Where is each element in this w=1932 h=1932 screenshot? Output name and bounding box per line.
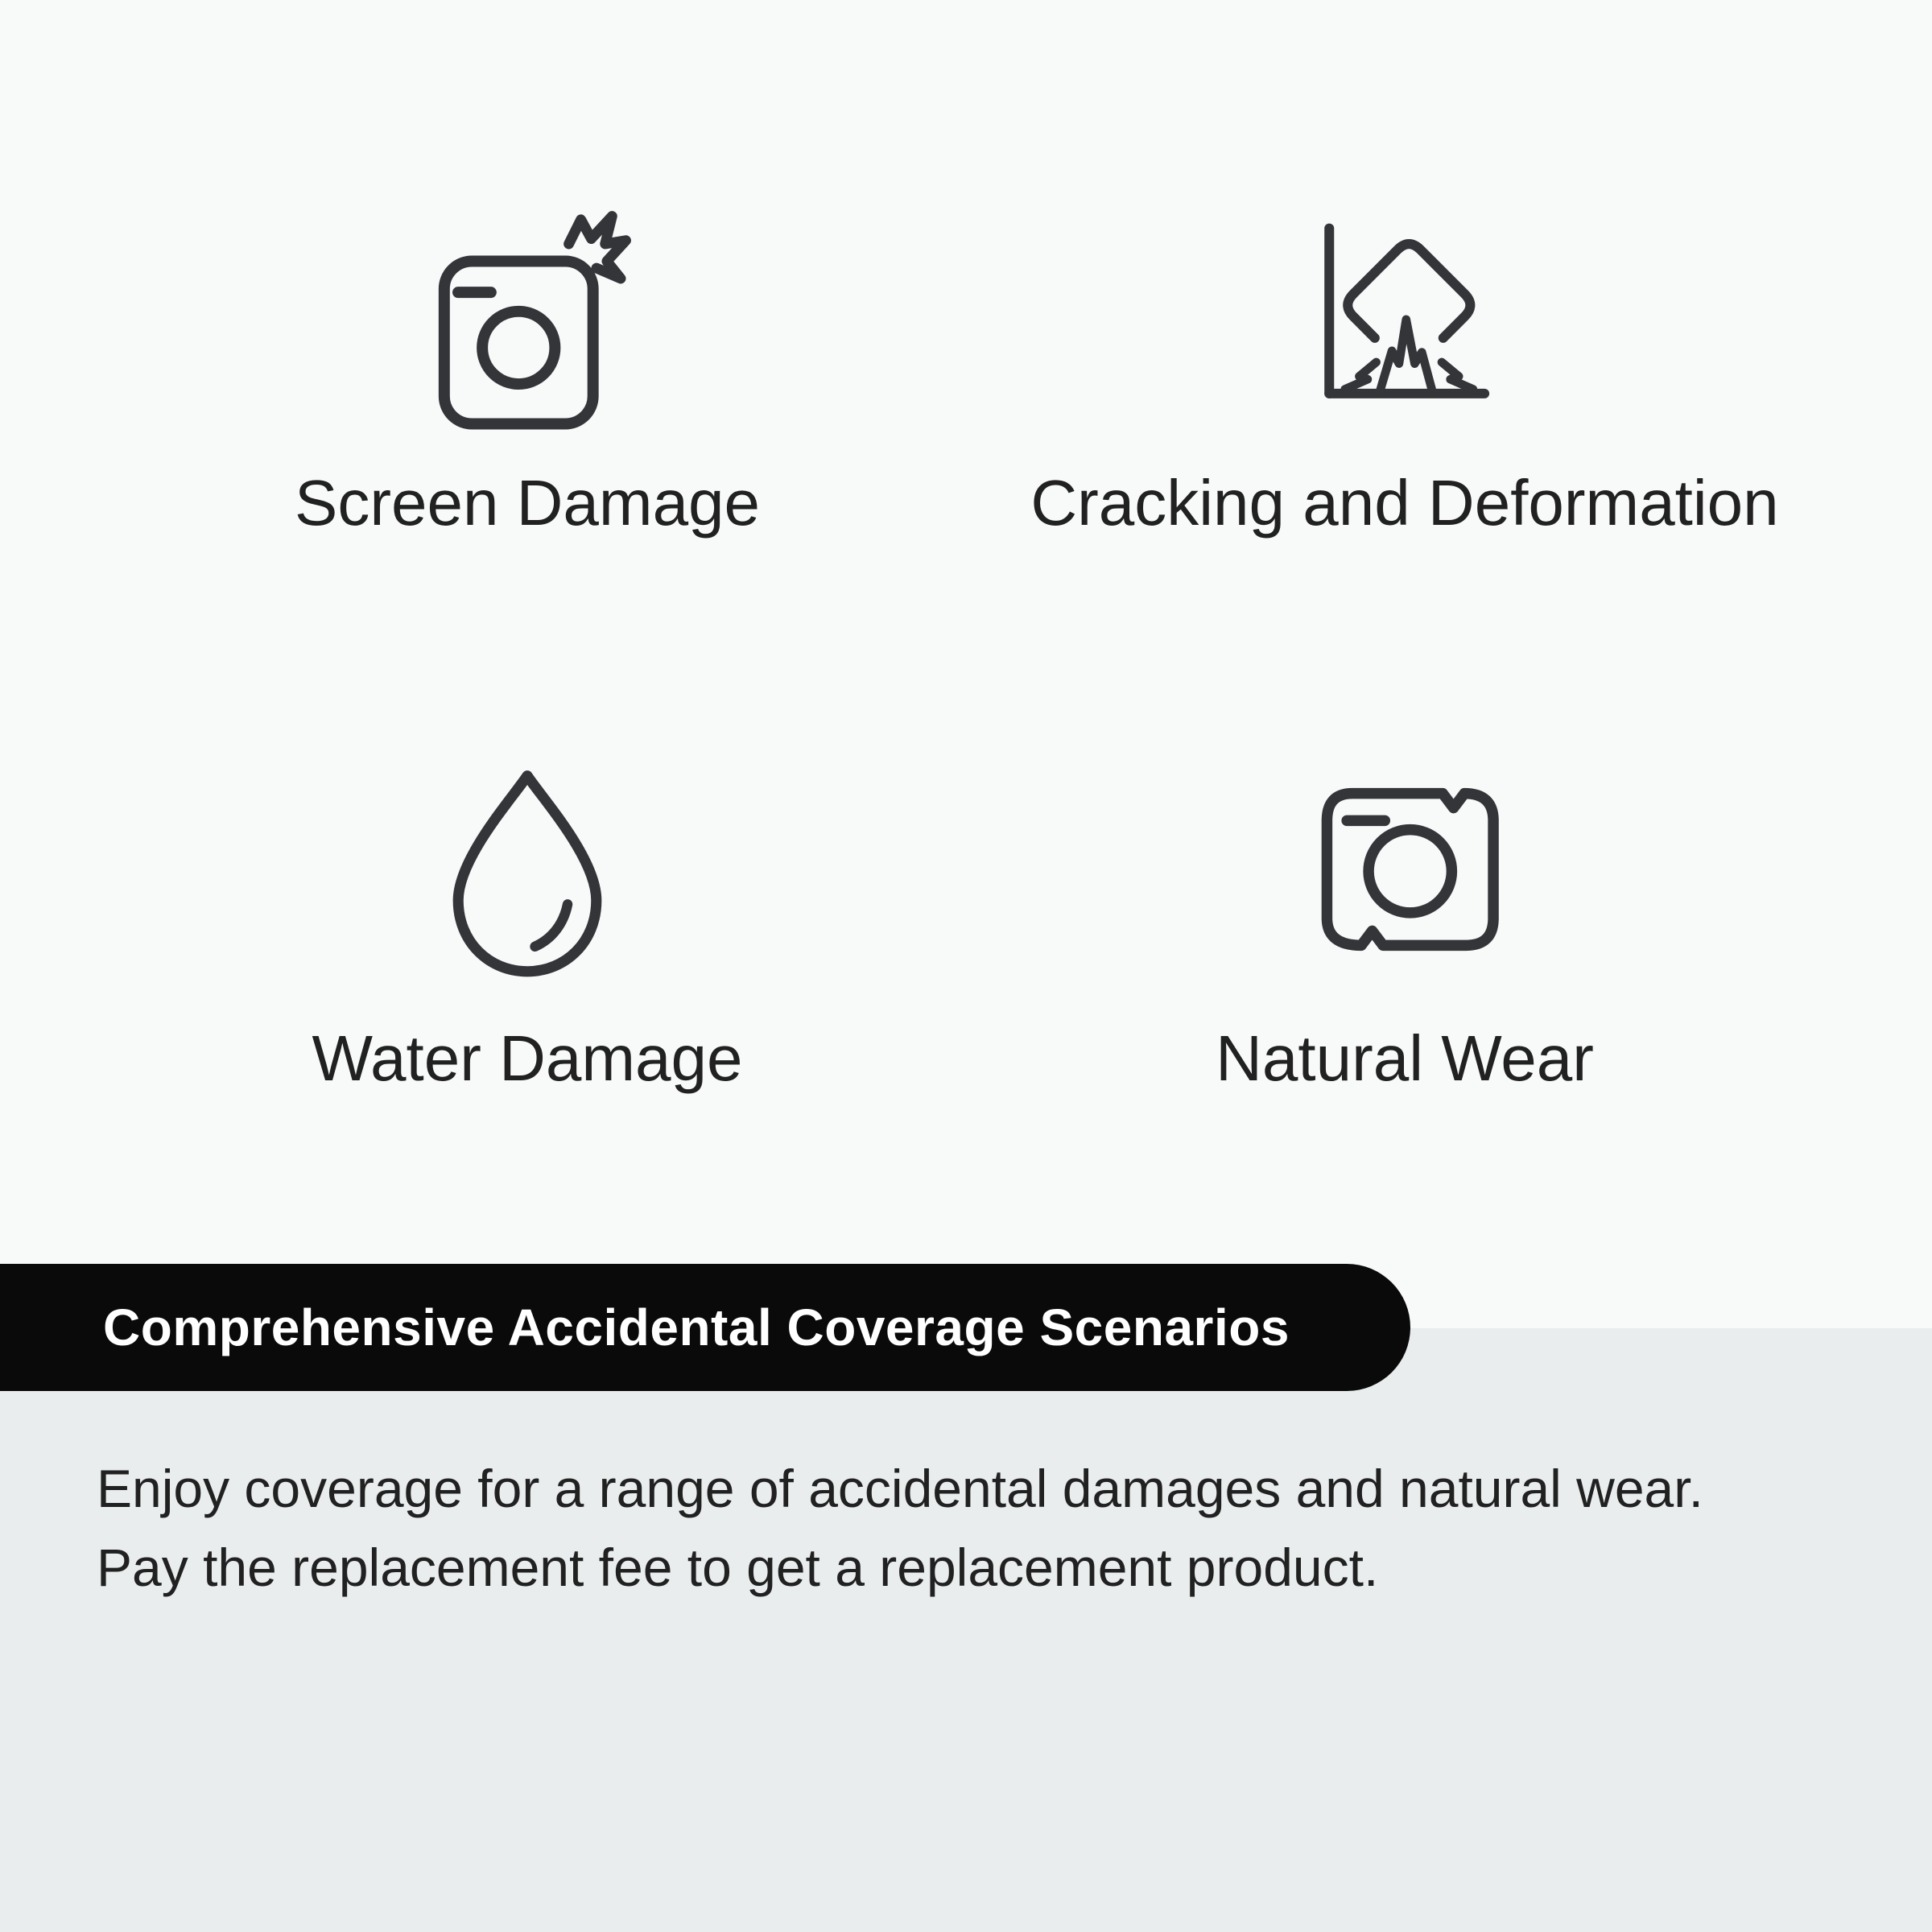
scenario-label: Screen Damage: [294, 467, 761, 539]
scenario-item-screen-damage-label-cell: [89, 431, 966, 576]
natural-wear-icon: [1287, 761, 1522, 978]
banner-title: Comprehensive Accidental Coverage Scenarios: [103, 1298, 1290, 1356]
scenario-item-natural-wear-label-cell: [966, 986, 1843, 1131]
coverage-description: [97, 1449, 1852, 1607]
scenario-grid: [0, 213, 1932, 1131]
scenario-item-natural-wear: [966, 769, 1843, 986]
bottom-section-background: [0, 1328, 1932, 1932]
coverage-banner: [0, 1264, 1410, 1391]
water-drop-icon: [412, 753, 642, 1002]
description-line: Pay the replacement fee to get a replacement product.: [97, 1538, 1379, 1597]
scenario-label: Water Damage: [312, 1022, 743, 1094]
scenario-item-screen-damage: [89, 213, 966, 431]
screen-damage-icon: [413, 209, 642, 441]
cracking-deformation-icon: [1312, 220, 1497, 405]
scenario-item-water-damage: [89, 769, 966, 986]
scenario-label: Natural Wear: [1216, 1022, 1594, 1094]
scenario-label: Cracking and Deformation: [1030, 467, 1779, 539]
description-line: Enjoy coverage for a range of accidental damages and natural wear.: [97, 1459, 1703, 1518]
scenario-item-water-damage-label-cell: [89, 986, 966, 1131]
scenario-item-cracking-deformation-label-cell: [966, 431, 1843, 576]
scenario-item-cracking-deformation: [966, 213, 1843, 431]
